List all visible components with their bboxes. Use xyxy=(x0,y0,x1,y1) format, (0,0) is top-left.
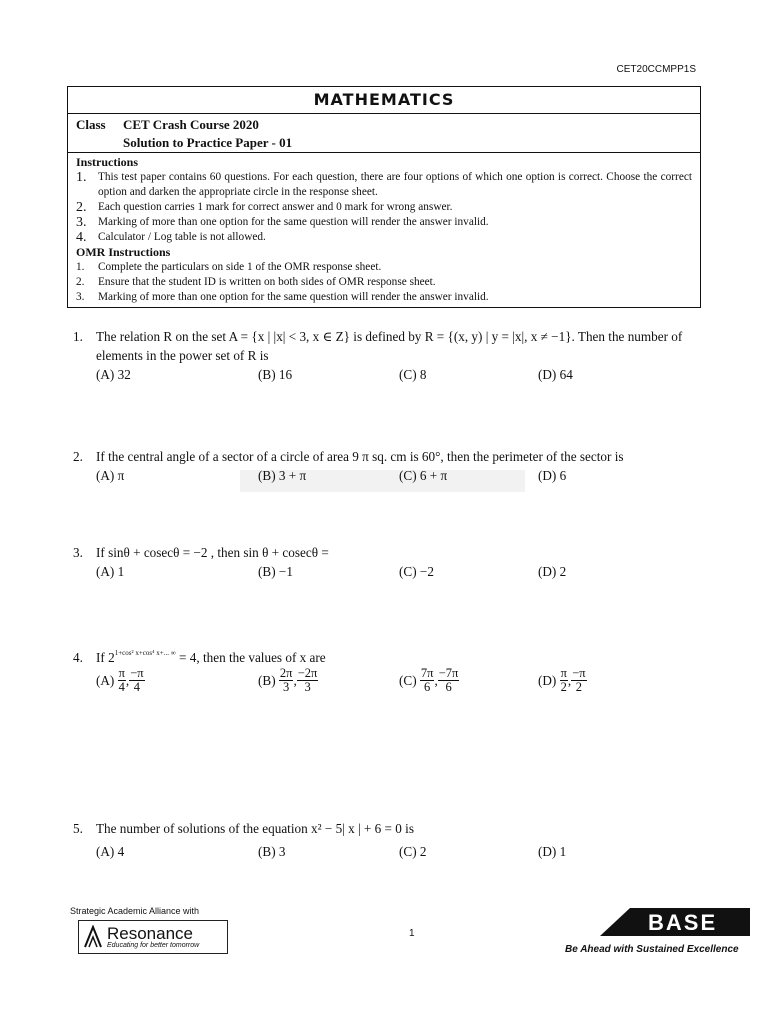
numerator: −π xyxy=(572,666,586,680)
numerator: −7π xyxy=(438,666,459,680)
resonance-mark-icon xyxy=(83,925,103,949)
option-b[interactable]: (B) 16 xyxy=(258,367,293,382)
question-4 xyxy=(73,648,703,701)
numerator: −2π xyxy=(297,666,318,680)
omr-text: Marking of more than one option for the same question will render the answer invalid. xyxy=(98,291,489,303)
denominator: 2 xyxy=(575,680,583,694)
omr-num: 2. xyxy=(76,276,85,288)
question-text-part: If sinθ + cosecθ = −2 , then sin xyxy=(96,545,259,560)
question-text: The relation R on the set A = {x | |x| < 3, x ∈ Z} is defined by R = {(x, y) | y = |x|, x ≠ −1}. Then the number of elements in the power set of R is xyxy=(96,329,683,363)
option-a[interactable]: (A) 32 xyxy=(96,367,131,382)
denominator: 4 xyxy=(133,680,141,694)
instruction-text: Each question carries 1 mark for correct answer and 0 mark for wrong answer. xyxy=(98,201,453,213)
question-text: If the central angle of a sector of a circle of area 9 π sq. cm is 60°, then the perimeter of the sector is xyxy=(96,449,624,464)
question-text-part: = 4, then the values of x are xyxy=(175,650,326,665)
fraction xyxy=(297,667,319,694)
option-d[interactable]: (D) 64 xyxy=(538,367,573,382)
base-logo xyxy=(600,904,750,936)
course-name: CET Crash Course 2020 xyxy=(123,117,259,132)
question-text: The number of solutions of the equation x² − 5| x | + 6 = 0 is xyxy=(96,821,414,836)
option-d[interactable]: (D) $\frac{\pi}{2}$ , $\frac{-\pi}{2}$ xyxy=(538,666,586,694)
question-text-part: If 2 xyxy=(96,650,115,665)
instructions xyxy=(68,153,700,307)
question-text-part: θ = xyxy=(311,545,329,560)
options xyxy=(96,466,703,488)
base-tagline: Be Ahead with Sustained Excellence xyxy=(565,944,739,955)
option-a[interactable]: (A) π xyxy=(96,468,125,483)
question-text xyxy=(96,648,326,667)
numerator: 7π xyxy=(420,666,434,680)
question-5 xyxy=(73,819,703,864)
omr-num: 1. xyxy=(76,261,85,273)
options xyxy=(96,842,703,864)
instruction-num: 2. xyxy=(76,200,87,215)
instruction-num: 1. xyxy=(76,170,87,185)
question-number: 5. xyxy=(73,821,83,836)
option-b[interactable]: (B) $\frac{2\pi}{3}$ , $\frac{-2\pi}{3}$ xyxy=(258,666,318,694)
denominator: 4 xyxy=(118,680,125,694)
option-a[interactable]: (A) $\frac{\pi}{4}$ , $\frac{-\pi}{4}$ xyxy=(96,666,144,694)
instruction-text: This test paper contains 60 questions. For each question, there are four options of which one option is correct. Choose the correct option and darken the appropriate circle in the response sheet. xyxy=(98,171,692,198)
question-number: 2. xyxy=(73,449,83,464)
omr-num: 3. xyxy=(76,291,85,303)
question-text xyxy=(96,543,329,562)
question-2 xyxy=(73,447,703,488)
question-number: 4. xyxy=(73,650,83,665)
option-c[interactable]: (C) 2 xyxy=(399,844,427,859)
instruction-text: Calculator / Log table is not allowed. xyxy=(98,231,266,243)
option-label: (B) xyxy=(258,673,276,688)
omr-item xyxy=(76,275,692,290)
option-b[interactable]: (B) −1 xyxy=(258,564,293,579)
instruction-item xyxy=(76,215,692,230)
document-code: CET20CCMPP1S xyxy=(616,64,696,75)
option-label: (A) xyxy=(96,673,115,688)
fraction xyxy=(438,667,460,694)
option-label: (D) xyxy=(538,673,557,688)
numerator: π xyxy=(118,666,125,680)
subject-title: MATHEMATICS xyxy=(68,87,700,114)
instruction-num: 4. xyxy=(76,230,87,245)
option-c[interactable]: (C) 8 xyxy=(399,367,427,382)
denominator: 3 xyxy=(283,680,290,694)
instructions-heading: Instructions xyxy=(76,155,139,169)
resonance-name: Resonance xyxy=(107,923,194,943)
question-text-part: θ + cosec xyxy=(258,545,312,560)
omr-text: Ensure that the student ID is written on both sides of OMR response sheet. xyxy=(98,276,436,288)
fraction xyxy=(279,667,294,694)
question-3 xyxy=(73,543,703,584)
denominator: 3 xyxy=(304,680,311,694)
instruction-item xyxy=(76,170,692,200)
fraction xyxy=(118,667,126,694)
option-c[interactable]: (C) 6 + π xyxy=(399,468,448,483)
numerator: π xyxy=(560,666,567,680)
numerator: −π xyxy=(130,666,144,680)
instruction-item xyxy=(76,200,692,215)
instruction-num: 3. xyxy=(76,215,87,230)
omr-item xyxy=(76,260,692,275)
option-a[interactable]: (A) 4 xyxy=(96,844,125,859)
option-c[interactable]: (C) $\frac{7\pi}{6}$ , $\frac{-7\pi}{6}$ xyxy=(399,666,459,694)
class-label: Class xyxy=(76,117,106,132)
page-number: 1 xyxy=(409,928,415,939)
denominator: 6 xyxy=(445,680,452,694)
option-d[interactable]: (D) 2 xyxy=(538,564,567,579)
denominator: 2 xyxy=(560,680,567,694)
question-number: 3. xyxy=(73,545,83,560)
instruction-item xyxy=(76,230,692,245)
option-label: (C) xyxy=(399,673,417,688)
fraction xyxy=(129,667,144,694)
options xyxy=(96,562,703,584)
exponent: 1+cos² x+cos⁴ x+... ∞ xyxy=(114,649,176,657)
option-d[interactable]: (D) 1 xyxy=(538,844,567,859)
question-number: 1. xyxy=(73,329,83,344)
options xyxy=(96,667,703,701)
omr-heading: OMR Instructions xyxy=(76,245,171,259)
option-b[interactable]: (B) 3 + π xyxy=(258,468,307,483)
header-box xyxy=(67,86,701,308)
options xyxy=(96,365,703,387)
base-wordmark: BASE xyxy=(648,910,718,935)
class-row xyxy=(68,114,700,153)
omr-item xyxy=(76,290,692,305)
option-b[interactable]: (B) 3 xyxy=(258,844,286,859)
option-c[interactable]: (C) −2 xyxy=(399,564,434,579)
denominator: 6 xyxy=(424,680,431,694)
question-1 xyxy=(73,327,703,387)
paper-name: Solution to Practice Paper - 01 xyxy=(123,135,293,150)
fraction xyxy=(420,667,435,694)
option-a[interactable]: (A) 1 xyxy=(96,564,125,579)
resonance-tagline: Educating for better tomorrow xyxy=(107,941,200,949)
fraction xyxy=(560,667,568,694)
instruction-text: Marking of more than one option for the same question will render the answer invalid. xyxy=(98,216,489,228)
resonance-logo xyxy=(78,920,228,954)
omr-text: Complete the particulars on side 1 of the OMR response sheet. xyxy=(98,261,382,273)
fraction xyxy=(571,667,586,694)
alliance-text: Strategic Academic Alliance with xyxy=(70,906,200,916)
numerator: 2π xyxy=(279,666,293,680)
option-d[interactable]: (D) 6 xyxy=(538,468,567,483)
